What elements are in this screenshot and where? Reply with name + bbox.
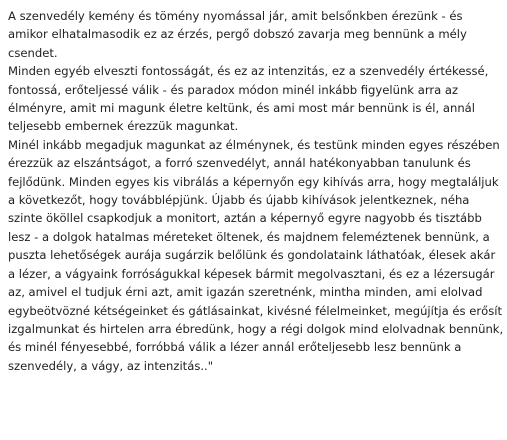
paragraph-1: A szenvedély kemény és tömény nyomással jár, amit belsőnkben érezünk - és amikor elhatalmasodik ez az érzés, pergő dobszó zavarja meg bennünk a mély csendet. — [8, 9, 467, 60]
paragraph-2: Minden egyéb elveszti fontosságát, és ez az intenzitás, ez a szenvedély értékessé, fontossá, erőteljessé válik - és paradox módon minél inkább figyelünk arra az élményre, amit mi magunk életre keltünk, és ami most már bennünk is él, annál teljesebb embernek érezzük magunkat. — [8, 64, 489, 134]
article-body — [8, 7, 504, 375]
paragraph-3: Minél inkább megadjuk magunkat az élménynek, és testünk minden egyes részében érezzük az elszántságot, a forró szenvedélyt, annál hatékonyabban tanulunk és fejlődünk. Minden egyes kis vibrálás a képernyőn egy kihívás arra, hogy megtaláljuk a következőt, hogy továbblépjünk. Újabb és újabb kihívások jelentkeznek, néha szinte ököllel csapkodjuk a monitort, aztán a képernyő egyre nagyobb és tisztább lesz - a dolgok hatalmas méreteket öltenek, és majdnem feleméztenek bennünk, a puszta lehetőségek aurája sugárzik belőlünk és gondolataink láthatóak, élesek akár a lézer, a vágyaink forróságukkal képesek bármit megolvasztani, és ez a lézersugár az, amivel el tudjuk érni azt, amit igazán szeretnénk, mintha minden, ami elolvad egybeötvözné kétségeinket és gátlásainkat, kivésné félelmeinket, megújítja és erősít izgalmunkat és hirtelen arra ébredünk, hogy a régi dolgok mind elolvadnak bennünk, és minél fényesebbé, forróbbá válik a lézer annál erőteljesebb lesz bennünk a szenvedély, a vágy, az intenzitás.." — [8, 137, 504, 373]
